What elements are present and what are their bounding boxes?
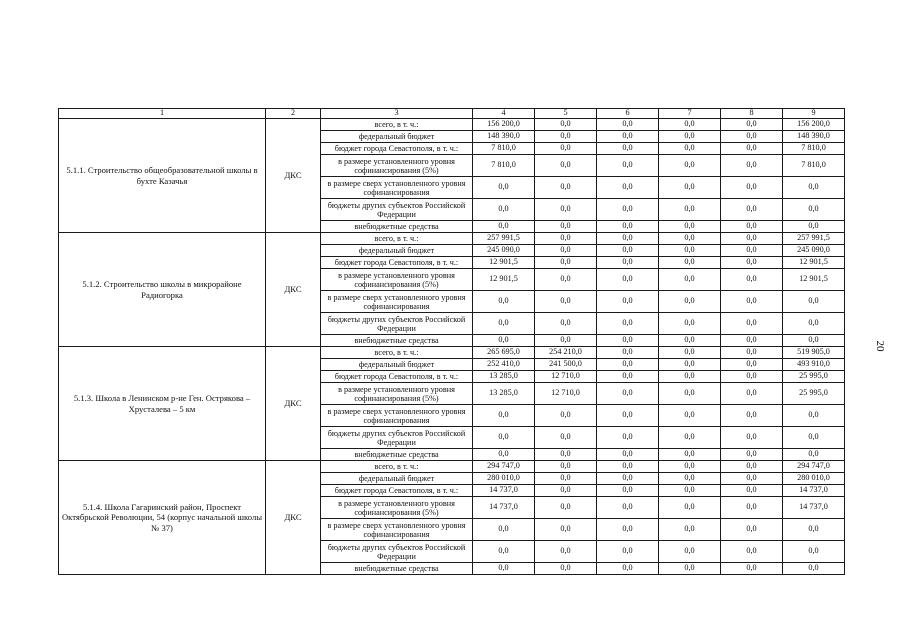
- amount-cell: 0,0: [597, 221, 659, 233]
- amount-cell: 0,0: [783, 563, 845, 575]
- amount-cell: 0,0: [721, 497, 783, 519]
- amount-cell: 0,0: [721, 405, 783, 427]
- funding-source-cell: федеральный бюджет: [321, 245, 473, 257]
- amount-cell: 156 200,0: [783, 119, 845, 131]
- funding-source-cell: внебюджетные средства: [321, 335, 473, 347]
- amount-cell: 0,0: [659, 177, 721, 199]
- amount-cell: 0,0: [721, 313, 783, 335]
- amount-cell: 0,0: [659, 473, 721, 485]
- amount-cell: 0,0: [659, 221, 721, 233]
- amount-cell: 252 410,0: [473, 359, 535, 371]
- amount-cell: 0,0: [597, 371, 659, 383]
- project-name-cell: 5.1.1. Строительство общеобразовательной школы в бухте Казачья: [59, 119, 266, 233]
- header-row: [59, 109, 845, 119]
- project-name-cell: 5.1.2. Строительство школы в микрорайоне Радиогорка: [59, 233, 266, 347]
- amount-cell: 265 695,0: [473, 347, 535, 359]
- funding-source-cell: в размере сверх установленного уровня софинансирования: [321, 177, 473, 199]
- funding-source-cell: федеральный бюджет: [321, 131, 473, 143]
- table-row: [59, 347, 845, 359]
- amount-cell: 0,0: [721, 359, 783, 371]
- amount-cell: 0,0: [721, 461, 783, 473]
- amount-cell: 12 901,5: [783, 257, 845, 269]
- amount-cell: 0,0: [721, 473, 783, 485]
- amount-cell: 0,0: [597, 335, 659, 347]
- amount-cell: 0,0: [721, 131, 783, 143]
- amount-cell: 0,0: [721, 449, 783, 461]
- amount-cell: 0,0: [721, 335, 783, 347]
- amount-cell: 0,0: [783, 449, 845, 461]
- amount-cell: 0,0: [535, 519, 597, 541]
- amount-cell: 254 210,0: [535, 347, 597, 359]
- amount-cell: 0,0: [597, 427, 659, 449]
- amount-cell: 14 737,0: [473, 497, 535, 519]
- amount-cell: 0,0: [659, 199, 721, 221]
- amount-cell: 0,0: [659, 427, 721, 449]
- amount-cell: 0,0: [783, 541, 845, 563]
- amount-cell: 0,0: [783, 519, 845, 541]
- funding-source-cell: бюджет города Севастополя, в т. ч.:: [321, 143, 473, 155]
- amount-cell: 0,0: [597, 473, 659, 485]
- funding-source-cell: в размере установленного уровня софинансирования (5%): [321, 269, 473, 291]
- amount-cell: 0,0: [721, 269, 783, 291]
- amount-cell: 0,0: [535, 405, 597, 427]
- amount-cell: 0,0: [659, 291, 721, 313]
- amount-cell: 0,0: [597, 485, 659, 497]
- amount-cell: 0,0: [721, 563, 783, 575]
- amount-cell: 0,0: [535, 427, 597, 449]
- amount-cell: 0,0: [721, 177, 783, 199]
- amount-cell: 0,0: [473, 405, 535, 427]
- amount-cell: 0,0: [473, 449, 535, 461]
- amount-cell: 0,0: [535, 563, 597, 575]
- amount-cell: 0,0: [597, 313, 659, 335]
- amount-cell: 0,0: [535, 461, 597, 473]
- amount-cell: 0,0: [659, 335, 721, 347]
- amount-cell: 0,0: [535, 221, 597, 233]
- amount-cell: 0,0: [783, 177, 845, 199]
- amount-cell: 0,0: [659, 245, 721, 257]
- amount-cell: 25 995,0: [783, 383, 845, 405]
- amount-cell: 241 500,0: [535, 359, 597, 371]
- amount-cell: 0,0: [721, 221, 783, 233]
- funding-source-cell: в размере сверх установленного уровня софинансирования: [321, 291, 473, 313]
- amount-cell: 0,0: [659, 541, 721, 563]
- amount-cell: 0,0: [597, 449, 659, 461]
- amount-cell: 0,0: [597, 269, 659, 291]
- table-row: [59, 461, 845, 473]
- amount-cell: 0,0: [535, 485, 597, 497]
- amount-cell: 0,0: [721, 199, 783, 221]
- amount-cell: 0,0: [535, 177, 597, 199]
- amount-cell: 0,0: [721, 371, 783, 383]
- amount-cell: 7 810,0: [473, 155, 535, 177]
- amount-cell: 0,0: [721, 257, 783, 269]
- amount-cell: 0,0: [783, 405, 845, 427]
- amount-cell: 0,0: [597, 563, 659, 575]
- amount-cell: 0,0: [473, 335, 535, 347]
- amount-cell: 7 810,0: [473, 143, 535, 155]
- amount-cell: 7 810,0: [783, 155, 845, 177]
- amount-cell: 0,0: [535, 291, 597, 313]
- amount-cell: 0,0: [597, 177, 659, 199]
- header-cell: 8: [721, 109, 783, 119]
- amount-cell: 0,0: [535, 119, 597, 131]
- amount-cell: 0,0: [473, 199, 535, 221]
- amount-cell: 0,0: [721, 427, 783, 449]
- amount-cell: 0,0: [783, 335, 845, 347]
- amount-cell: 0,0: [597, 119, 659, 131]
- amount-cell: 0,0: [659, 257, 721, 269]
- amount-cell: 257 991,5: [783, 233, 845, 245]
- funding-source-cell: федеральный бюджет: [321, 359, 473, 371]
- amount-cell: 280 010,0: [473, 473, 535, 485]
- executor-cell: ДКС: [266, 233, 321, 347]
- amount-cell: 0,0: [535, 233, 597, 245]
- amount-cell: 0,0: [473, 519, 535, 541]
- funding-source-cell: бюджет города Севастополя, в т. ч.:: [321, 257, 473, 269]
- project-name-cell: 5.1.4. Школа Гагаринский район, Проспект Октябрьской Революции, 54 (корпус начальной школы № 37): [59, 461, 266, 575]
- amount-cell: 0,0: [535, 199, 597, 221]
- amount-cell: 257 991,5: [473, 233, 535, 245]
- amount-cell: 0,0: [721, 383, 783, 405]
- amount-cell: 0,0: [721, 347, 783, 359]
- amount-cell: 294 747,0: [473, 461, 535, 473]
- amount-cell: 0,0: [597, 199, 659, 221]
- amount-cell: 0,0: [659, 155, 721, 177]
- amount-cell: 13 285,0: [473, 371, 535, 383]
- amount-cell: 0,0: [597, 291, 659, 313]
- amount-cell: 0,0: [535, 473, 597, 485]
- amount-cell: 0,0: [783, 221, 845, 233]
- amount-cell: 0,0: [721, 233, 783, 245]
- amount-cell: 12 901,5: [473, 257, 535, 269]
- funding-source-cell: в размере установленного уровня софинансирования (5%): [321, 497, 473, 519]
- amount-cell: 245 090,0: [473, 245, 535, 257]
- amount-cell: 14 737,0: [473, 485, 535, 497]
- amount-cell: 148 390,0: [783, 131, 845, 143]
- funding-source-cell: федеральный бюджет: [321, 473, 473, 485]
- funding-source-cell: внебюджетные средства: [321, 221, 473, 233]
- amount-cell: 0,0: [597, 519, 659, 541]
- amount-cell: 0,0: [473, 563, 535, 575]
- header-cell: 6: [597, 109, 659, 119]
- amount-cell: 0,0: [597, 541, 659, 563]
- project-name-cell: 5.1.3. Школа в Ленинском р-не Ген. Острякова – Хрусталева – 5 км: [59, 347, 266, 461]
- executor-cell: ДКС: [266, 119, 321, 233]
- amount-cell: 0,0: [659, 371, 721, 383]
- amount-cell: 0,0: [597, 347, 659, 359]
- amount-cell: 294 747,0: [783, 461, 845, 473]
- amount-cell: 0,0: [597, 257, 659, 269]
- amount-cell: 0,0: [659, 313, 721, 335]
- amount-cell: 14 737,0: [783, 485, 845, 497]
- amount-cell: 0,0: [597, 497, 659, 519]
- funding-source-cell: всего, в т. ч.:: [321, 119, 473, 131]
- amount-cell: 0,0: [659, 347, 721, 359]
- amount-cell: 0,0: [721, 541, 783, 563]
- amount-cell: 0,0: [659, 233, 721, 245]
- amount-cell: 148 390,0: [473, 131, 535, 143]
- amount-cell: 0,0: [535, 143, 597, 155]
- amount-cell: 0,0: [721, 291, 783, 313]
- amount-cell: 7 810,0: [783, 143, 845, 155]
- amount-cell: 0,0: [597, 155, 659, 177]
- amount-cell: 0,0: [659, 485, 721, 497]
- amount-cell: 0,0: [535, 335, 597, 347]
- executor-cell: ДКС: [266, 461, 321, 575]
- amount-cell: 0,0: [535, 313, 597, 335]
- amount-cell: 0,0: [721, 245, 783, 257]
- amount-cell: 0,0: [721, 155, 783, 177]
- amount-cell: 12 901,5: [783, 269, 845, 291]
- header-cell: 9: [783, 109, 845, 119]
- amount-cell: 0,0: [783, 199, 845, 221]
- amount-cell: 0,0: [659, 519, 721, 541]
- amount-cell: 0,0: [535, 269, 597, 291]
- page-number: 20: [874, 340, 886, 352]
- amount-cell: 0,0: [535, 257, 597, 269]
- amount-cell: 280 010,0: [783, 473, 845, 485]
- amount-cell: 0,0: [597, 461, 659, 473]
- budget-table: [58, 108, 845, 575]
- funding-source-cell: всего, в т. ч.:: [321, 233, 473, 245]
- amount-cell: 0,0: [597, 131, 659, 143]
- amount-cell: 0,0: [597, 383, 659, 405]
- header-cell: 7: [659, 109, 721, 119]
- amount-cell: 0,0: [473, 427, 535, 449]
- amount-cell: 0,0: [659, 119, 721, 131]
- amount-cell: 156 200,0: [473, 119, 535, 131]
- amount-cell: 0,0: [783, 291, 845, 313]
- funding-source-cell: в размере установленного уровня софинансирования (5%): [321, 155, 473, 177]
- amount-cell: 0,0: [535, 541, 597, 563]
- amount-cell: 0,0: [659, 461, 721, 473]
- amount-cell: 0,0: [597, 405, 659, 427]
- funding-source-cell: всего, в т. ч.:: [321, 461, 473, 473]
- amount-cell: 0,0: [597, 245, 659, 257]
- amount-cell: 0,0: [597, 359, 659, 371]
- amount-cell: 0,0: [659, 359, 721, 371]
- amount-cell: 0,0: [535, 131, 597, 143]
- amount-cell: 0,0: [721, 143, 783, 155]
- funding-source-cell: бюджеты других субъектов Российской Федерации: [321, 427, 473, 449]
- amount-cell: 493 910,0: [783, 359, 845, 371]
- header-cell: 3: [321, 109, 473, 119]
- amount-cell: 0,0: [659, 269, 721, 291]
- header-cell: 1: [59, 109, 266, 119]
- amount-cell: 519 905,0: [783, 347, 845, 359]
- amount-cell: 0,0: [473, 541, 535, 563]
- table-row: [59, 119, 845, 131]
- header-cell: 4: [473, 109, 535, 119]
- header-cell: 5: [535, 109, 597, 119]
- amount-cell: 0,0: [659, 143, 721, 155]
- amount-cell: 0,0: [659, 497, 721, 519]
- table-body: [59, 109, 845, 575]
- amount-cell: 0,0: [783, 313, 845, 335]
- funding-source-cell: в размере установленного уровня софинансирования (5%): [321, 383, 473, 405]
- funding-source-cell: бюджет города Севастополя, в т. ч.:: [321, 371, 473, 383]
- funding-source-cell: в размере сверх установленного уровня софинансирования: [321, 519, 473, 541]
- amount-cell: 0,0: [783, 427, 845, 449]
- funding-source-cell: бюджеты других субъектов Российской Федерации: [321, 313, 473, 335]
- table-row: [59, 233, 845, 245]
- amount-cell: 0,0: [535, 155, 597, 177]
- amount-cell: 0,0: [473, 313, 535, 335]
- amount-cell: 0,0: [473, 221, 535, 233]
- amount-cell: 0,0: [473, 291, 535, 313]
- amount-cell: 0,0: [535, 497, 597, 519]
- amount-cell: 0,0: [721, 119, 783, 131]
- amount-cell: 0,0: [659, 563, 721, 575]
- amount-cell: 25 995,0: [783, 371, 845, 383]
- amount-cell: 12 901,5: [473, 269, 535, 291]
- amount-cell: 0,0: [535, 245, 597, 257]
- funding-source-cell: внебюджетные средства: [321, 449, 473, 461]
- executor-cell: ДКС: [266, 347, 321, 461]
- amount-cell: 0,0: [597, 143, 659, 155]
- amount-cell: 0,0: [721, 519, 783, 541]
- amount-cell: 0,0: [473, 177, 535, 199]
- amount-cell: 245 090,0: [783, 245, 845, 257]
- funding-source-cell: бюджеты других субъектов Российской Федерации: [321, 199, 473, 221]
- amount-cell: 0,0: [659, 131, 721, 143]
- amount-cell: 12 710,0: [535, 371, 597, 383]
- funding-source-cell: внебюджетные средства: [321, 563, 473, 575]
- funding-source-cell: всего, в т. ч.:: [321, 347, 473, 359]
- amount-cell: 14 737,0: [783, 497, 845, 519]
- amount-cell: 0,0: [659, 449, 721, 461]
- amount-cell: 13 285,0: [473, 383, 535, 405]
- amount-cell: 0,0: [659, 383, 721, 405]
- funding-source-cell: бюджет города Севастополя, в т. ч.:: [321, 485, 473, 497]
- amount-cell: 0,0: [597, 233, 659, 245]
- funding-source-cell: в размере сверх установленного уровня софинансирования: [321, 405, 473, 427]
- amount-cell: 0,0: [721, 485, 783, 497]
- amount-cell: 0,0: [535, 449, 597, 461]
- amount-cell: 0,0: [659, 405, 721, 427]
- amount-cell: 12 710,0: [535, 383, 597, 405]
- funding-source-cell: бюджеты других субъектов Российской Федерации: [321, 541, 473, 563]
- header-cell: 2: [266, 109, 321, 119]
